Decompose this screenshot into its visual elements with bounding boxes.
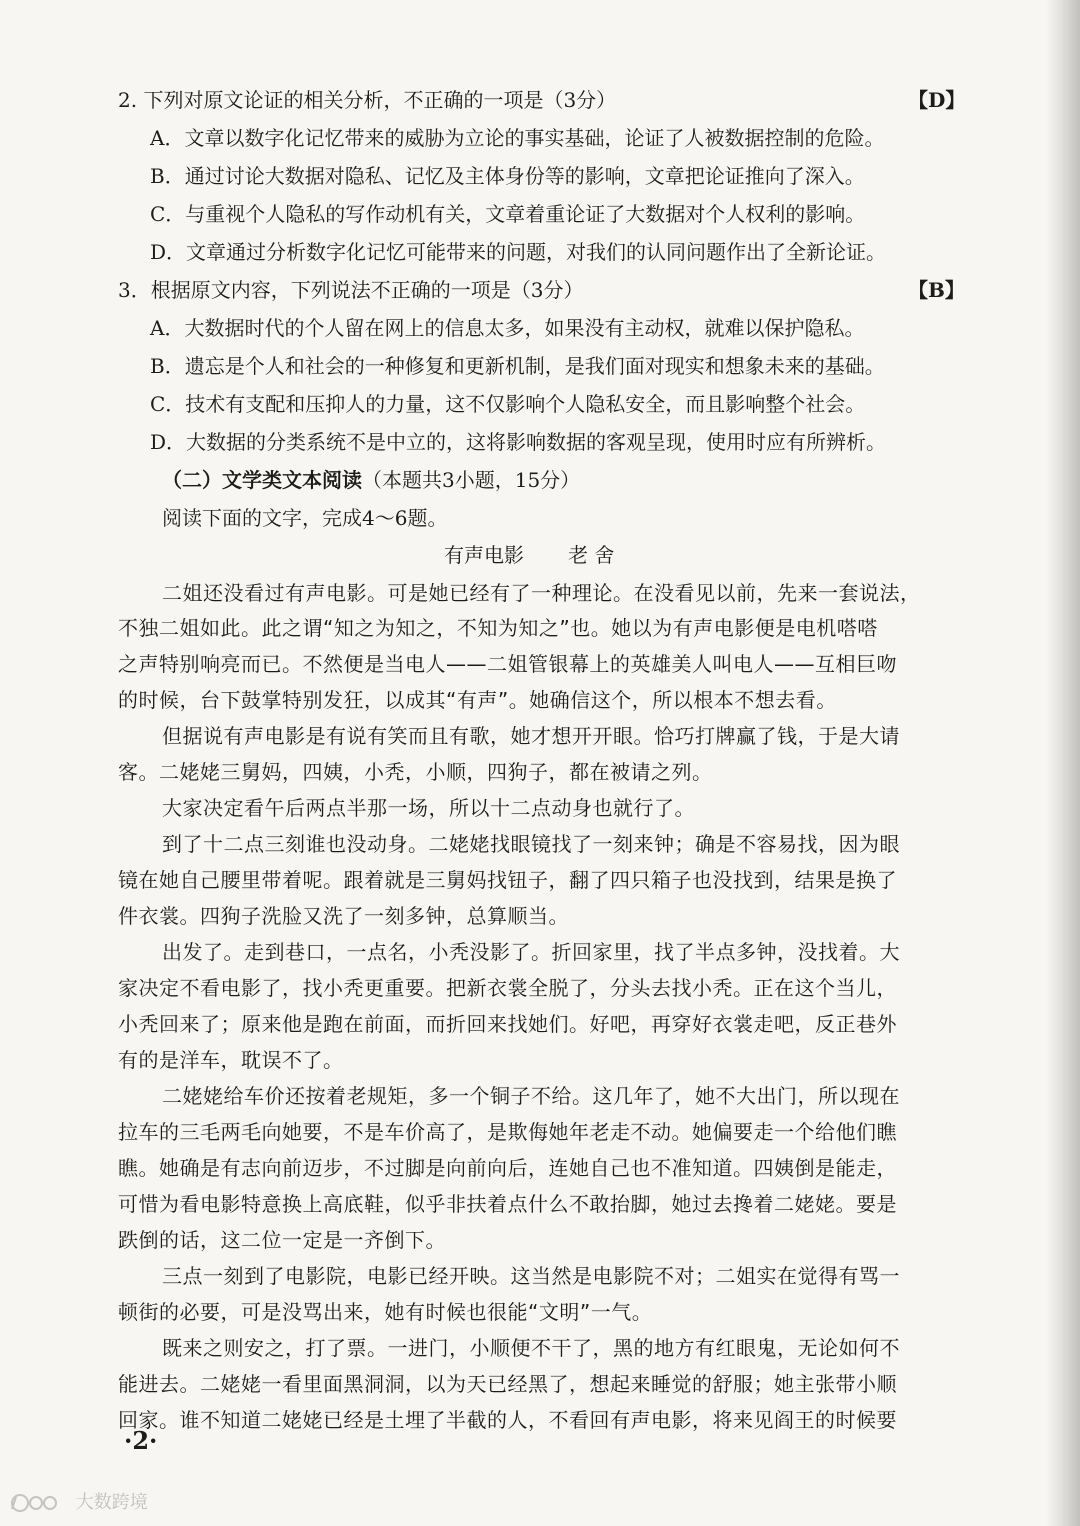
- section-meta: （本题共3小题，15分）: [362, 468, 581, 492]
- question-2-option-c: C．与重视个人隐私的写作动机有关，文章着重论证了大数据对个人权利的影响。: [150, 202, 866, 226]
- story-line: 有的是洋车，耽误不了。: [118, 1048, 344, 1072]
- story-line: 客。二姥姥三舅妈，四姨，小秃，小顺，四狗子，都在被请之列。: [118, 760, 713, 784]
- story-line: 但据说有声电影是有说有笑而且有歌，她才想开开眼。恰巧打牌赢了钱，于是大请: [162, 724, 900, 748]
- story-title-line: [444, 541, 614, 569]
- section-title: （二）文学类文本阅读: [162, 468, 362, 492]
- story-line: 能进去。二姥姥一看里面黑洞洞，以为天已经黑了，想起来睡觉的舒服；她主张带小顺: [118, 1372, 897, 1396]
- story-line: 既来之则安之，打了票。一进门，小顺便不干了，黑的地方有红眼鬼，无论如何不: [162, 1336, 900, 1360]
- story-line: 到了十二点三刻谁也没动身。二姥姥找眼镜找了一刻来钟；确是不容易找，因为眼: [162, 832, 900, 856]
- story-line: 小秃回来了；原来他是跑在前面，而折回来找她们。好吧，再穿好衣裳走吧，反正巷外: [118, 1012, 897, 1036]
- question-3-option-a: A．大数据时代的个人留在网上的信息太多，如果没有主动权，就难以保护隐私。: [150, 316, 865, 340]
- story-line: 件衣裳。四狗子洗脸又洗了一刻多钟，总算顺当。: [118, 904, 569, 928]
- watermark-text: 大数跨境: [75, 1492, 148, 1513]
- page-edge-shadow: [1046, 0, 1080, 1526]
- story-line: 三点一刻到了电影院，电影已经开映。这当然是电影院不对；二姐实在觉得有骂一: [162, 1264, 900, 1288]
- story-line: 可惜为看电影特意换上高底鞋，似乎非扶着点什么不敢抬脚，她过去搀着二姥姥。要是: [118, 1192, 897, 1216]
- question-2-option-d: D．文章通过分析数字化记忆可能带来的问题，对我们的认同问题作出了全新论证。: [150, 240, 887, 264]
- page-number: ·2·: [124, 1426, 158, 1455]
- story-line: 瞧。她确是有志向前迈步，不过脚是向前向后，连她自己也不准知道。四姨倒是能走，: [118, 1156, 897, 1180]
- question-2-option-b: B．通过讨论大数据对隐私、记忆及主体身份等的影响，文章把论证推向了深入。: [150, 164, 865, 188]
- question-3-stem: 3．根据原文内容，下列说法不正确的一项是（3分）: [118, 278, 584, 302]
- story-line: 家决定不看电影了，找小秃更重要。把新衣裳全脱了，分头去找小秃。正在这个当儿，: [118, 976, 897, 1000]
- story-author: 老 舍: [568, 543, 615, 567]
- question-3-answer: 【B】: [908, 278, 965, 302]
- question-3-option-d: D．大数据的分类系统不是中立的，这将影响数据的客观呈现，使用时应有所辨析。: [150, 430, 887, 454]
- story-line: 跌倒的话，这二位一定是一齐倒下。: [118, 1228, 446, 1252]
- watermark: [10, 1490, 148, 1516]
- story-title: 有声电影: [444, 543, 524, 567]
- story-line: 二姐还没看过有声电影。可是她已经有了一种理论。在没看见以前，先来一套说法，: [162, 581, 921, 605]
- story-line: 回家。谁不知道二姥姥已经是土埋了半截的人，不看回有声电影，将来见阎王的时候要: [118, 1408, 897, 1432]
- story-line: 出发了。走到巷口，一点名，小秃没影了。折回家里，找了半点多钟，没找着。大: [162, 940, 900, 964]
- question-2-answer: 【D】: [908, 88, 966, 112]
- story-line: 镜在她自己腰里带着呢。跟着就是三舅妈找钮子，翻了四只箱子也没找到，结果是换了: [118, 868, 897, 892]
- question-2-stem: 2. 下列对原文论证的相关分析，不正确的一项是（3分）: [118, 88, 617, 112]
- story-line: 顿街的必要，可是没骂出来，她有时候也很能“文明”一气。: [118, 1300, 653, 1324]
- section-heading: [162, 466, 580, 494]
- story-line: 二姥姥给车价还按着老规矩，多一个铜子不给。这几年了，她不大出门，所以现在: [162, 1084, 900, 1108]
- question-2-option-a: A．文章以数字化记忆带来的威胁为立论的事实基础，论证了人被数据控制的危险。: [150, 126, 885, 150]
- story-line: 的时候，台下鼓掌特别发狂，以成其“有声”。她确信这个，所以根本不想去看。: [118, 688, 837, 712]
- story-line: 之声特别响亮而已。不然便是当电人——二姐管银幕上的英雄美人叫电人——互相巨吻: [118, 652, 897, 676]
- story-line: 拉车的三毛两毛向她要，不是车价高了，是欺侮她年老走不动。她偏要走一个给他们瞧: [118, 1120, 897, 1144]
- story-line: 不独二姐如此。此之谓“知之为知之，不知为知之”也。她以为有声电影便是电机嗒嗒: [118, 616, 878, 640]
- question-3-option-c: C．技术有支配和压抑人的力量，这不仅影响个人隐私安全，而且影响整个社会。: [150, 392, 866, 416]
- section-instruction: 阅读下面的文字，完成4～6题。: [162, 506, 448, 530]
- watermark-logo-icon: [10, 1493, 70, 1513]
- question-3-option-b: B．遗忘是个人和社会的一种修复和更新机制，是我们面对现实和想象未来的基础。: [150, 354, 885, 378]
- story-line: 大家决定看午后两点半那一场，所以十二点动身也就行了。: [162, 796, 695, 820]
